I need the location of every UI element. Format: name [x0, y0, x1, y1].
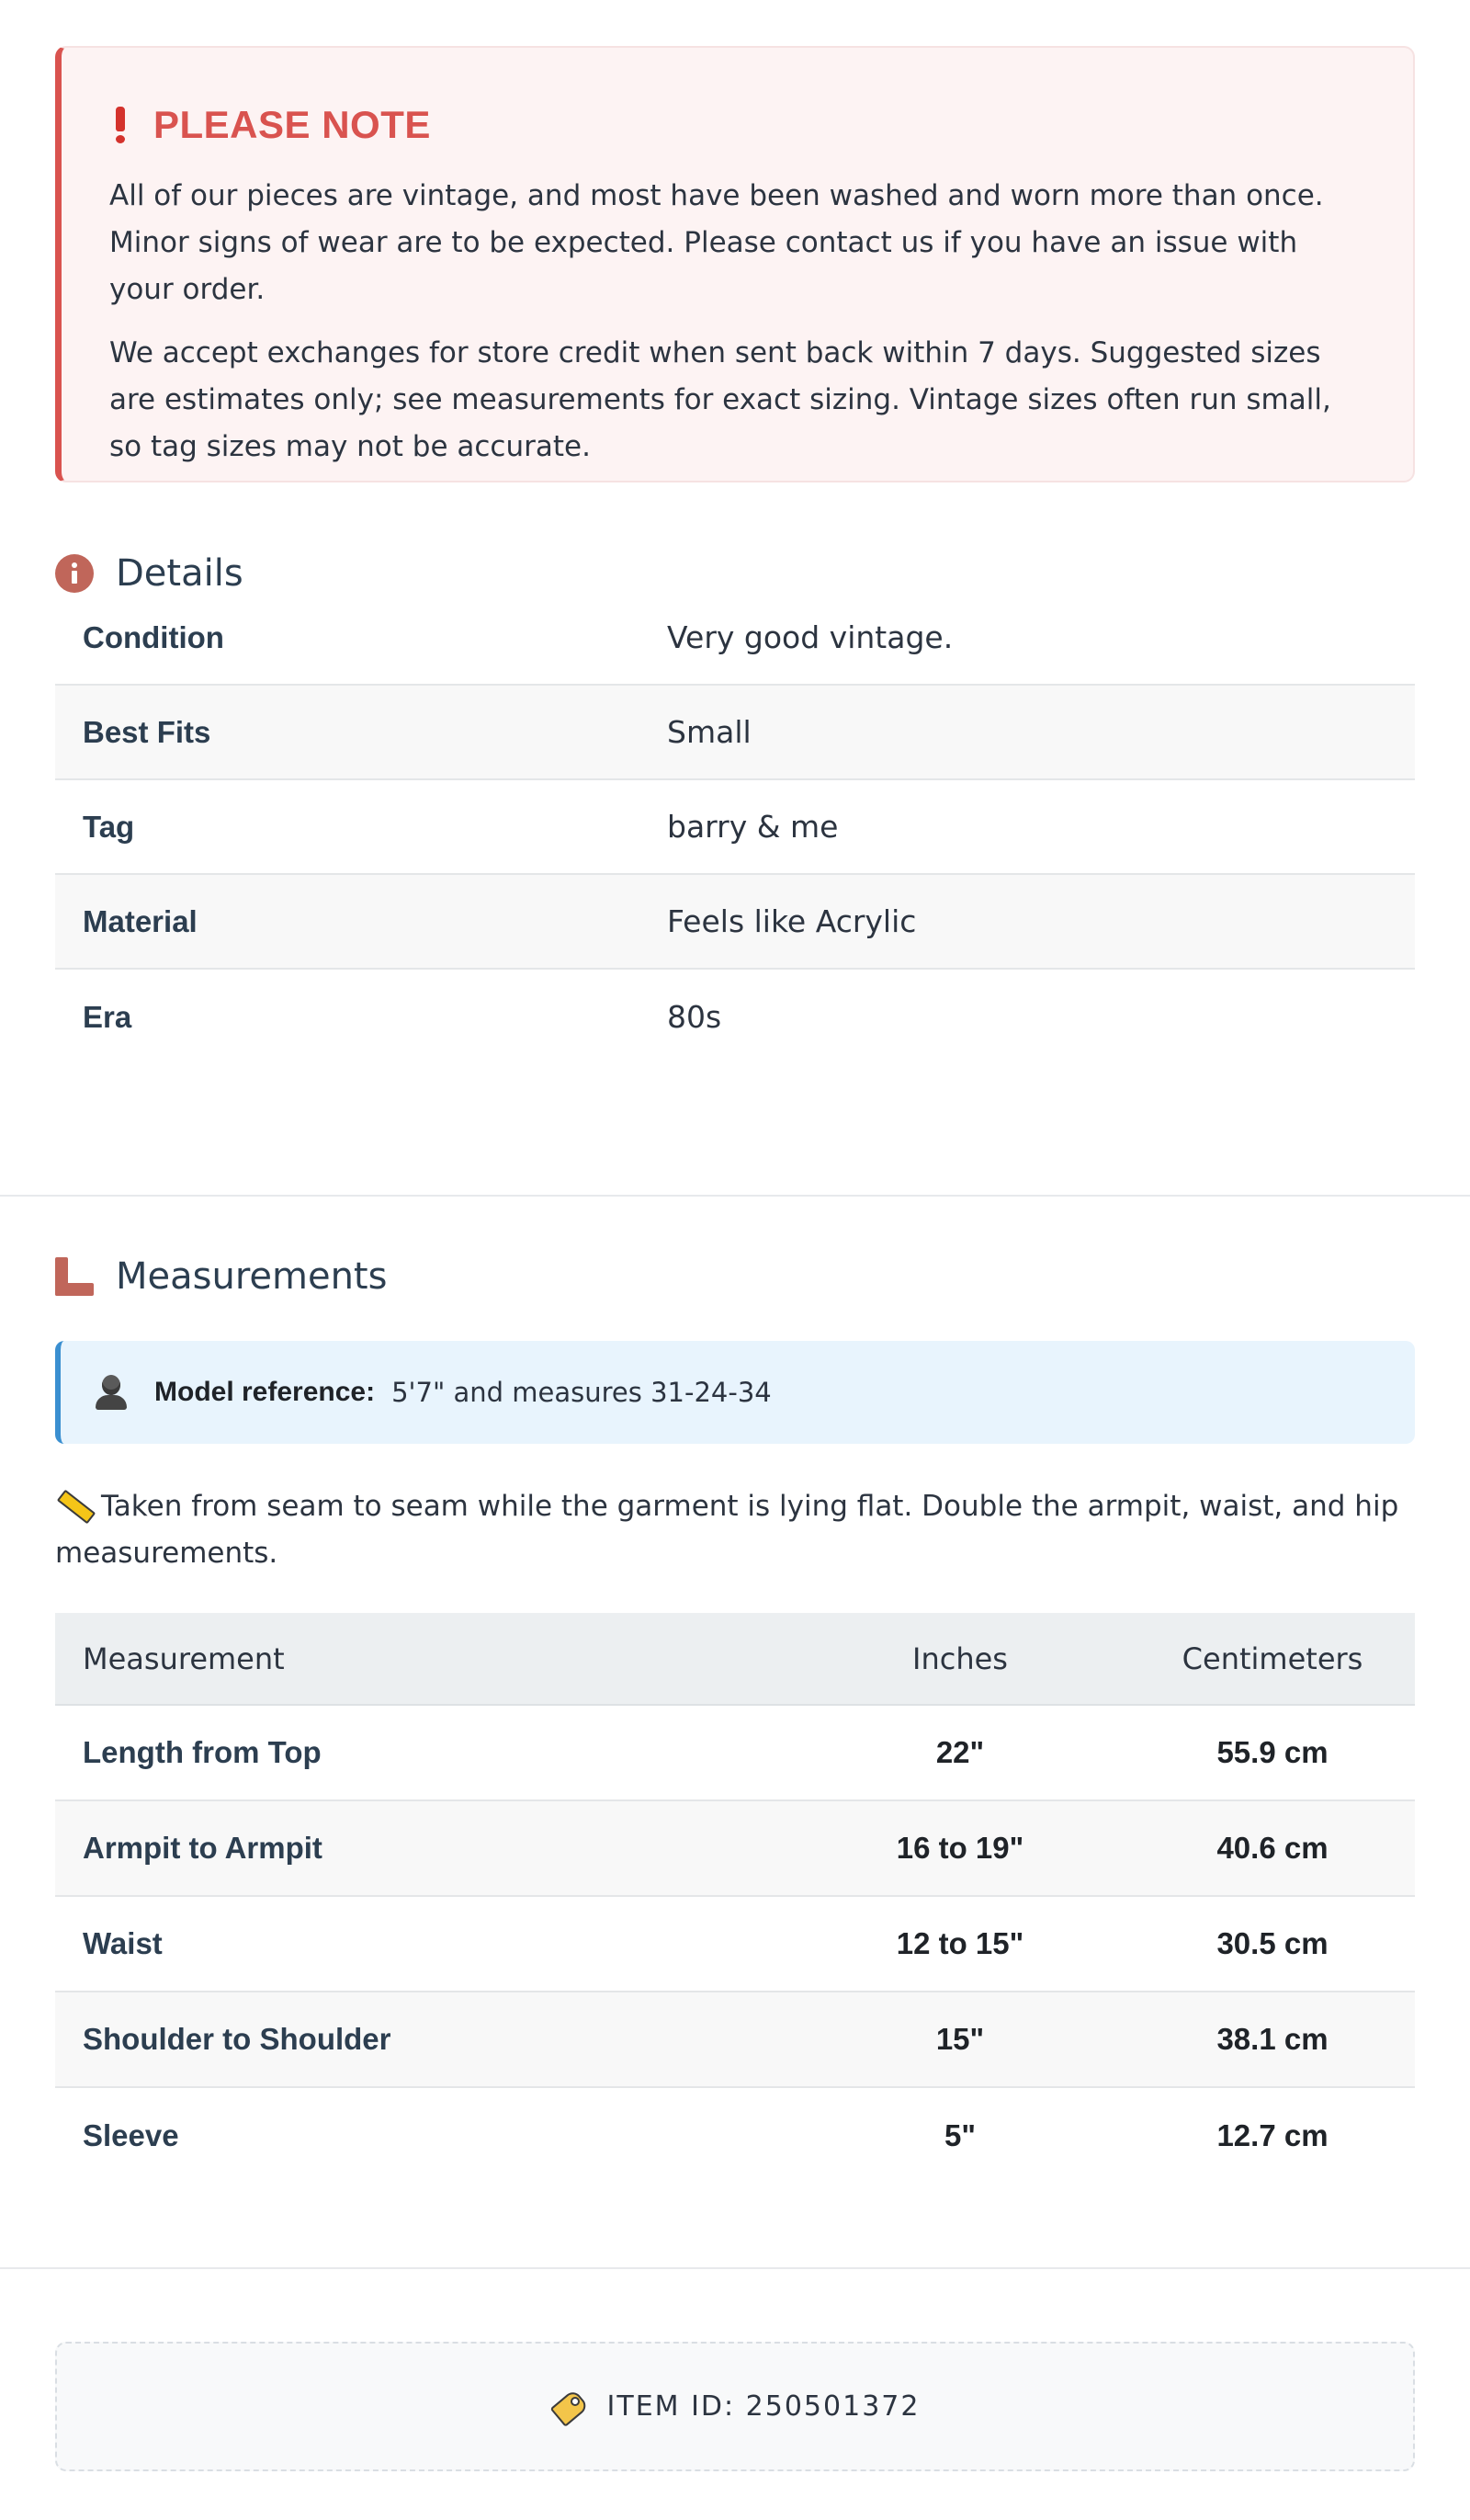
column-header-centimeters: Centimeters [1182, 1640, 1363, 1676]
exclamation-icon [115, 107, 126, 143]
model-reference-label: Model reference: [154, 1377, 376, 1407]
measurement-cm: 30.5 cm [1216, 1926, 1329, 1960]
notice-header [109, 101, 1367, 149]
measurement-note-text: Taken from seam to seam while the garment is lying flat. Double the armpit, waist, and hip measurements. [55, 1490, 1399, 1570]
measurement-name: Armpit to Armpit [83, 1831, 322, 1865]
details-table [55, 591, 1415, 1064]
notice-paragraph-exchanges: We accept exchanges for store credit when sent back within 7 days. Suggested sizes are estimates only; see measurements for exact sizing. Vintage sizes often run small, so tag sizes may not be accurate. [109, 336, 1331, 463]
measurement-inches: 16 to 19" [896, 1831, 1024, 1865]
item-id-text: ITEM ID: 250501372 [606, 2390, 921, 2423]
table-header-row [55, 1613, 1415, 1706]
details-label: Era [83, 999, 132, 1034]
table-row [55, 1897, 1415, 1992]
details-label: Tag [83, 809, 135, 844]
measurement-inches: 22" [935, 1735, 985, 1769]
details-value: 80s [667, 999, 722, 1035]
model-reference-box [55, 1341, 1415, 1444]
details-label: Best Fits [83, 714, 211, 749]
measurement-cm: 40.6 cm [1216, 1831, 1329, 1865]
measurement-inches: 5" [944, 2118, 976, 2152]
table-row [55, 1706, 1415, 1801]
details-value: Very good vintage. [667, 619, 954, 655]
measurement-cm: 12.7 cm [1216, 2118, 1329, 2152]
section-divider [0, 2267, 1470, 2269]
notice-paragraph-wear: All of our pieces are vintage, and most have been washed and worn more than once. Minor signs of wear are to be expected. Please contact us if you have an issue with your order. [109, 179, 1324, 306]
section-divider [0, 1195, 1470, 1197]
measurement-name: Length from Top [83, 1735, 322, 1769]
table-row [55, 1801, 1415, 1897]
measurement-note [55, 1483, 1415, 1577]
measurements-table [55, 1613, 1415, 2184]
measurement-name: Sleeve [83, 2118, 179, 2152]
details-row [55, 970, 1415, 1064]
details-label: Material [83, 903, 198, 938]
measurement-cm: 38.1 cm [1216, 2022, 1329, 2056]
details-title: Details [116, 552, 243, 595]
column-header-measurement: Measurement [83, 1640, 285, 1676]
model-reference-value: 5'7" and measures 31-24-34 [391, 1377, 772, 1408]
measurement-inches: 12 to 15" [896, 1926, 1024, 1960]
details-row [55, 875, 1415, 970]
measurement-name: Shoulder to Shoulder [83, 2022, 391, 2056]
measurement-cm: 55.9 cm [1216, 1735, 1329, 1769]
measurements-title: Measurements [116, 1255, 388, 1298]
measurements-section-header [55, 1249, 387, 1304]
table-row [55, 1992, 1415, 2088]
details-row [55, 591, 1415, 686]
tag-icon [550, 2389, 587, 2425]
details-row [55, 686, 1415, 780]
item-id-box [55, 2342, 1415, 2471]
column-header-inches: Inches [912, 1640, 1008, 1676]
pencil-icon [55, 1488, 88, 1521]
details-label: Condition [83, 619, 224, 654]
person-icon [96, 1375, 127, 1410]
measurement-name: Waist [83, 1926, 163, 1960]
details-value: barry & me [667, 809, 839, 845]
ruler-icon [55, 1257, 94, 1296]
details-value: Feels like Acrylic [667, 903, 917, 939]
notice-title: PLEASE NOTE [153, 103, 431, 146]
measurement-inches: 15" [935, 2022, 985, 2056]
details-value: Small [667, 714, 752, 750]
table-row [55, 2088, 1415, 2184]
please-note-box [55, 46, 1415, 482]
info-icon [55, 554, 94, 593]
details-row [55, 780, 1415, 875]
